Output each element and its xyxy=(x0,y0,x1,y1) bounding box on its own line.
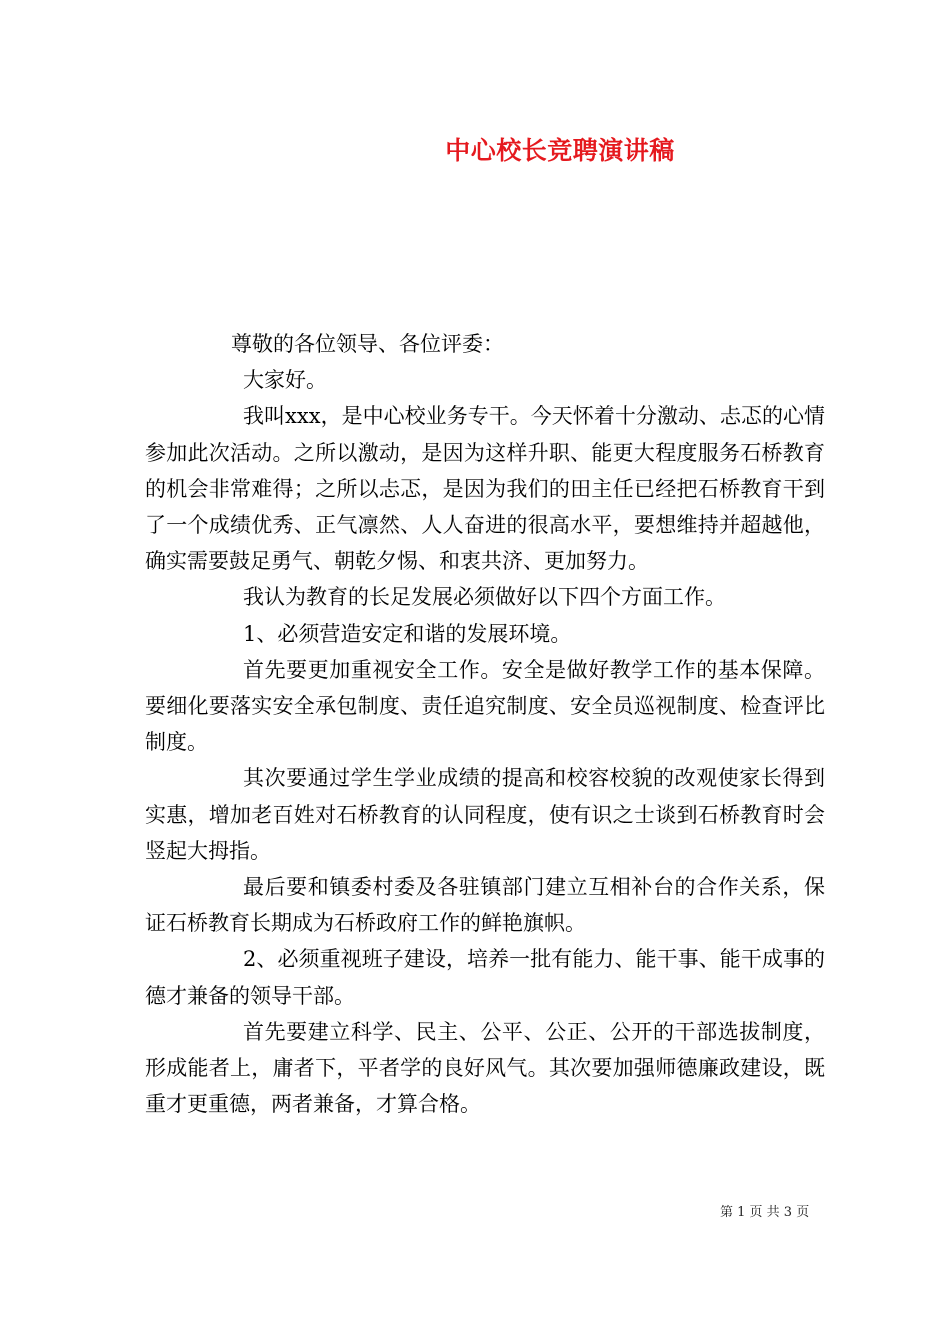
body-paragraph: 最后要和镇委村委及各驻镇部门建立互相补台的合作关系，保证石桥教育长期成为石桥政府工作的鲜艳旗帜。 xyxy=(145,875,825,936)
body-paragraph: 其次要通过学生学业成绩的提高和校容校貌的改观使家长得到实惠，增加老百姓对石桥教育的认同程度，使有识之士谈到石桥教育时会竖起大拇指。 xyxy=(145,766,825,863)
section-heading: 1、必须营造安定和谐的发展环境。 xyxy=(243,621,572,646)
body-paragraph: 首先要建立科学、民主、公平、公正、公开的干部选拔制度，形成能者上，庸者下，平者学的良好风气。其次要加强师德廉政建设，既重才更重德，两者兼备，才算合格。 xyxy=(145,1019,825,1117)
body-paragraph: 首先要更加重视安全工作。安全是做好教学工作的基本保障。要细化要落实安全承包制度、责任追究制度、安全员巡视制度、检查评比制度。 xyxy=(145,657,825,755)
salutation: 尊敬的各位领导、各位评委： xyxy=(231,332,504,356)
page-number-footer: 第 1 页 共 3 页 xyxy=(720,1205,810,1220)
body-paragraph: 我叫xxx，是中心校业务专干。今天怀着十分激动、忐忑的心情参加此次活动。之所以激动，是因为这样升职、能更大程度服务石桥教育的机会非常难得；之所以忐忑，是因为我们的田主任已经把石桥教育干到了一个成绩优秀、正气凛然、人人奋进的很高水平，要想维持并超越他，确实需要鼓足勇气、朝乾夕惕、和衷共济、更加努力。 xyxy=(145,404,825,574)
body-paragraph: 我认为教育的长足发展必须做好以下四个方面工作。 xyxy=(243,585,726,610)
document-body xyxy=(145,326,825,1122)
section-heading: 2、必须重视班子建设，培养一批有能力、能干事、能干成事的德才兼备的领导干部。 xyxy=(145,947,825,1008)
document-title: 中心校长竞聘演讲稿 xyxy=(445,136,675,165)
greeting: 大家好。 xyxy=(243,368,327,393)
